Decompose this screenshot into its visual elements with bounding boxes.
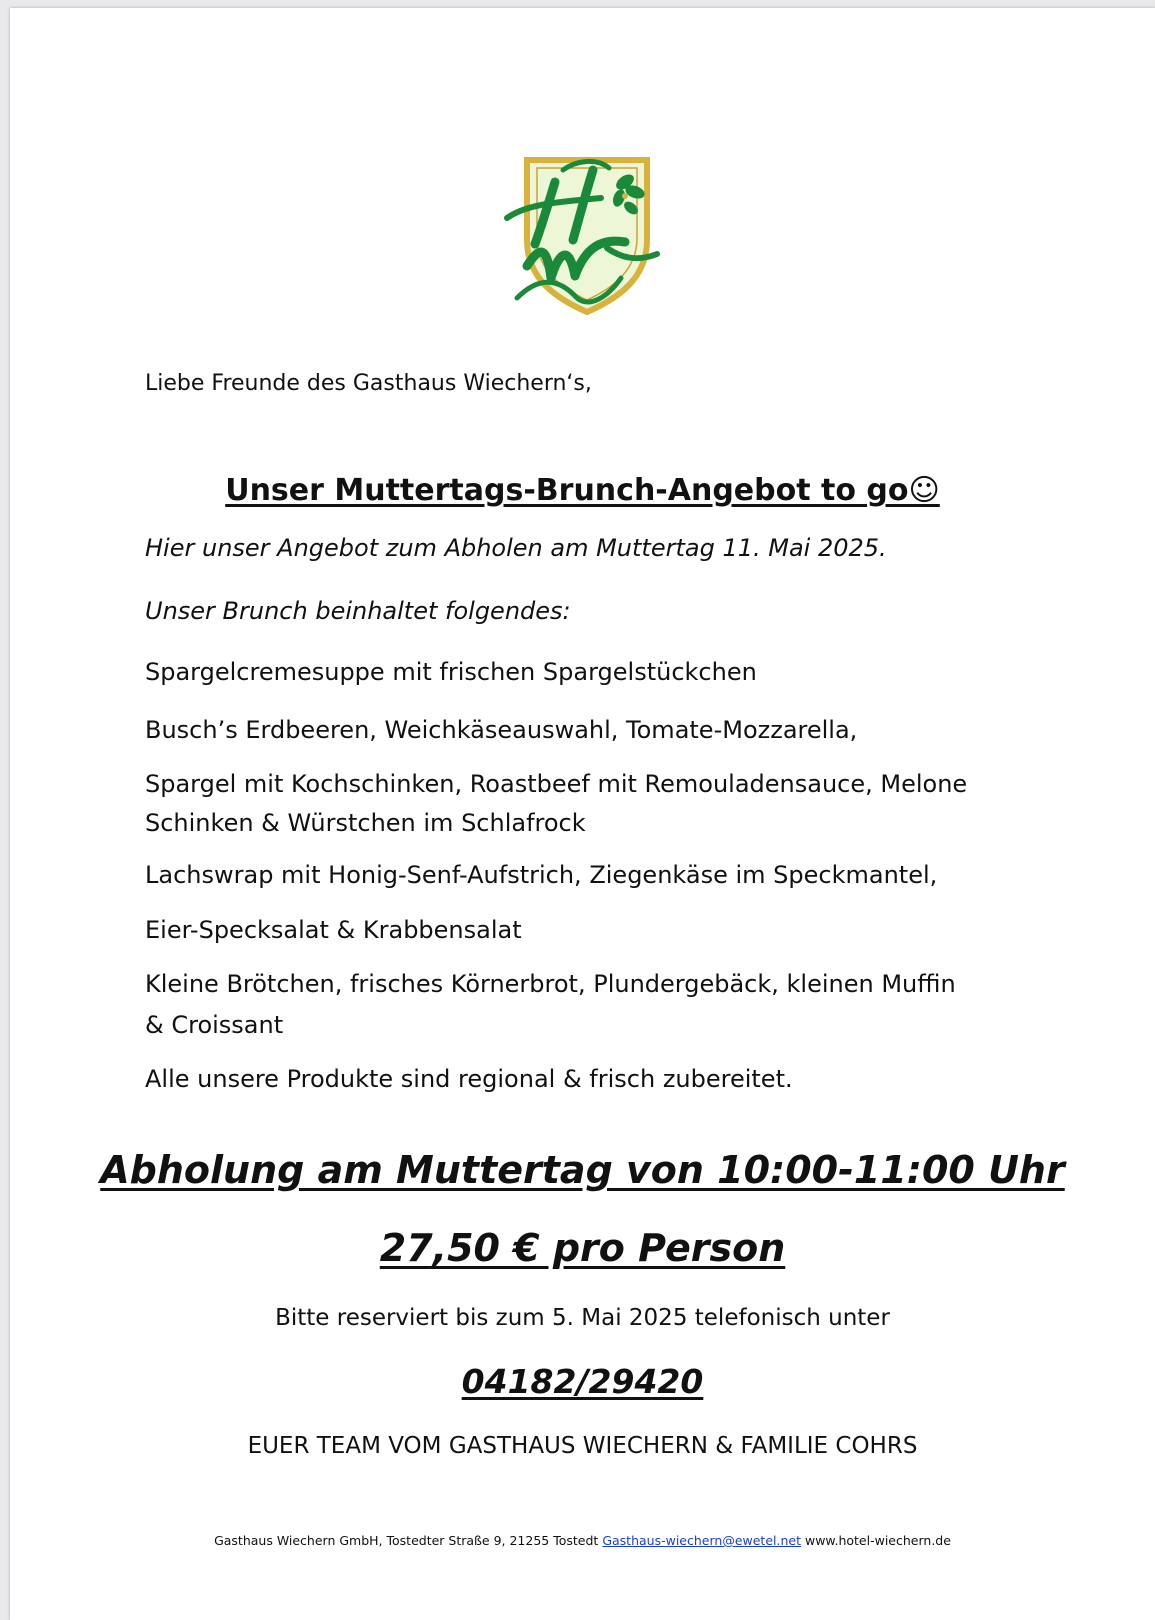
reservation-note: Bitte reserviert bis zum 5. Mai 2025 telefonisch unter — [275, 1305, 890, 1331]
footer-website: www.hotel-wiechern.de — [804, 1533, 951, 1548]
footer-email-link[interactable]: Gasthaus-wiechern@ewetel.net — [602, 1533, 801, 1548]
menu-line: Spargel mit Kochschinken, Roastbeef mit Remouladensauce, Melone — [145, 770, 968, 798]
menu-line: Eier-Specksalat & Krabbensalat — [145, 916, 522, 944]
hw-crest-logo — [497, 148, 675, 320]
greeting: Liebe Freunde des Gasthaus Wiechern‘s, — [145, 371, 592, 396]
menu-line: Busch’s Erdbeeren, Weichkäseauswahl, Tomate-Mozzarella, — [145, 716, 858, 744]
footer — [10, 1533, 1155, 1548]
intro-line: Hier unser Angebot zum Abholen am Muttertag 11. Mai 2025. — [145, 534, 887, 562]
menu-line: & Croissant — [145, 1011, 284, 1039]
document-page — [10, 8, 1155, 1620]
menu-line: Alle unsere Produkte sind regional & frisch zubereitet. — [145, 1065, 793, 1093]
price: 27,50 € pro Person — [379, 1226, 786, 1270]
menu-line: Spargelcremesuppe mit frischen Spargelstückchen — [145, 658, 757, 686]
phone-number: 04182/29420 — [461, 1362, 704, 1401]
menu-line: Kleine Brötchen, frisches Körnerbrot, Plundergebäck, kleinen Muffin — [145, 970, 956, 998]
headline: Unser Muttertags-Brunch-Angebot to go☺ — [225, 473, 940, 508]
team-signature: EUER TEAM VOM GASTHAUS WIECHERN & FAMILIE COHRS — [247, 1433, 918, 1459]
menu-line: Schinken & Würstchen im Schlafrock — [145, 809, 586, 837]
footer-address: Gasthaus Wiechern GmbH, Tostedter Straße 9, 21255 Tostedt — [214, 1533, 599, 1548]
menu-line: Lachswrap mit Honig-Senf-Aufstrich, Ziegenkäse im Speckmantel, — [145, 861, 938, 889]
intro-line: Unser Brunch beinhaltet folgendes: — [145, 597, 571, 625]
pickup-time: Abholung am Muttertag von 10:00-11:00 Uhr — [100, 1148, 1065, 1192]
